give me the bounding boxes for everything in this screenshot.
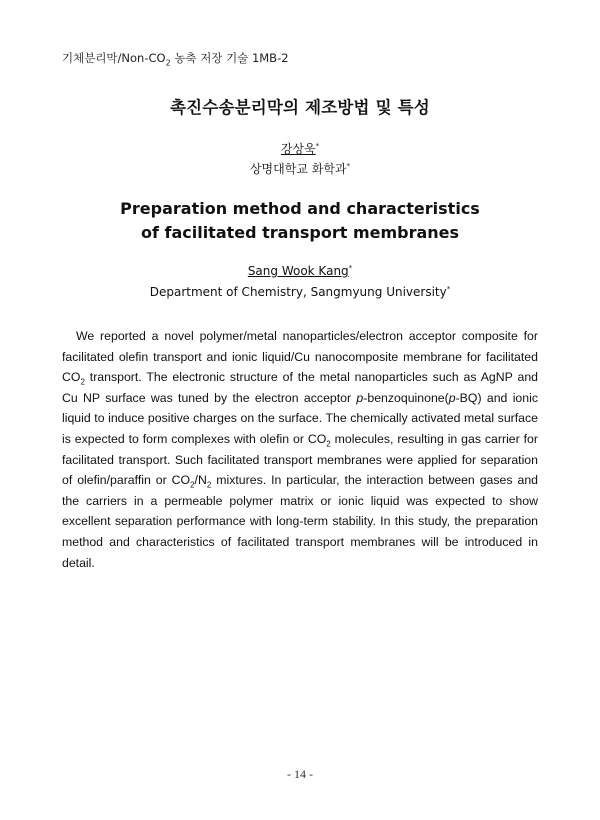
english-title-line-1: Preparation method and characteristics: [120, 199, 480, 218]
korean-title: 촉진수송분리막의 제조방법 및 특성: [170, 98, 430, 117]
korean-affiliation: 상명대학교 화학과*: [249, 162, 351, 176]
abstract-paragraph: We reported a novel polymer/metal nanoparticles/electron acceptor composite for facilitated olefin transport and ionic liquid/Cu nanocomposite membrane for facilitated $CO_2$ transport. The electronic structure of the metal nanoparticles such as AgNP and Cu NP surface was tuned by the electron acceptor p-benzoquinone(p-BQ) and ionic liquid to induce positive charges on the surface. The chemically activated metal surface is expected to form complexes with olefin or $CO_2$ molecules, resulting in gas carrier for facilitated transport. Such facilitated transport membranes were applied for separation of olefin/paraffin or $CO_2/N_2$ mixtures. In particular, the interaction between gases and the carriers in a permeable polymer matrix or ionic liquid was expected to show excellent separation performance with long-term stability. In this study, the preparation method and characteristics of facilitated transport membranes will be introduced in detail.: [62, 329, 538, 570]
english-affiliation-mark: *: [446, 285, 451, 293]
korean-author: 강상욱*: [280, 142, 320, 156]
page-number: - 14 -: [287, 767, 313, 781]
english-affiliation: Department of Chemistry, Sangmyung University*: [149, 285, 451, 299]
english-author: Sang Wook Kang*: [247, 264, 353, 278]
korean-affiliation-mark: *: [346, 162, 351, 170]
running-header: 기체분리막$/Non-CO_2$ 농축 저장 기술 1MB-2: [62, 51, 289, 68]
english-title: [0, 197, 600, 245]
english-title-line-2: of facilitated transport membranes: [140, 223, 460, 242]
korean-author-mark: *: [315, 142, 320, 150]
english-author-mark: *: [348, 264, 353, 272]
abstract: [62, 326, 538, 573]
